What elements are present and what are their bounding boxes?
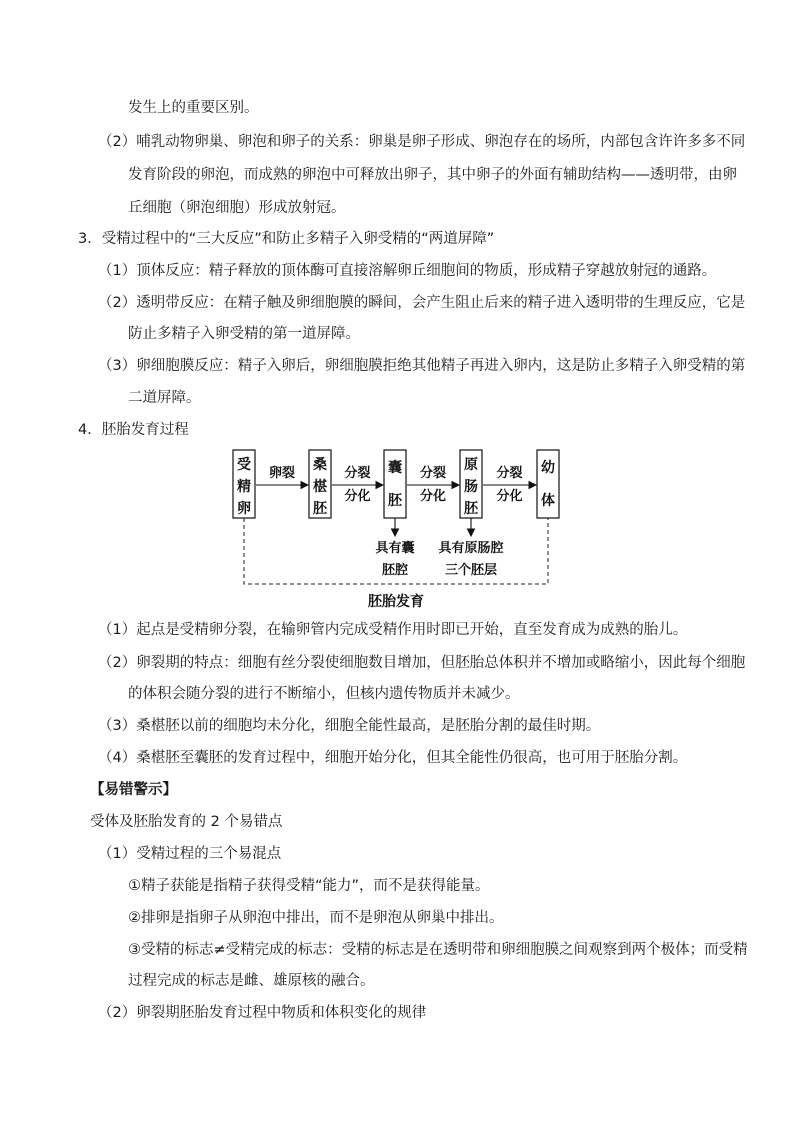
stage-label-char: 椹	[313, 479, 327, 495]
stage-box	[233, 450, 255, 518]
text-line: 过程完成的标志是雌、雄原核的融合。	[128, 973, 375, 989]
arrow-label: 分化	[496, 489, 523, 504]
text-line: 受体及胚胎发育的 2 个易错点	[90, 814, 283, 830]
stage-label-char: 受	[237, 457, 251, 473]
section-heading: 4．胚胎发育过程	[78, 422, 189, 438]
stage-note: 胚腔	[381, 563, 409, 578]
text-line: （3）卵细胞膜反应：精子入卵后，卵细胞膜拒绝其他精子再进入卵内，这是防止多精子入卵受精的第	[98, 358, 746, 374]
stage-label-char: 胚	[464, 501, 478, 517]
text-line: （1）起点是受精卵分裂，在输卵管内完成受精作用时即已开始，直至发育成为成熟的胎儿。	[98, 622, 688, 638]
text-line: 发生上的重要区别。	[128, 100, 259, 116]
text-line: （2）透明带反应：在精子触及卵细胞膜的瞬间，会产生阻止后来的精子进入透明带的生理反应，它是	[98, 295, 746, 311]
text-line: ①精子获能是指精子获得受精“能力”，而不是获得能量。	[128, 878, 490, 894]
text-line: 丘细胞（卵泡细胞）形成放射冠。	[128, 200, 346, 216]
text-line: 发育阶段的卵泡，而成熟的卵泡中可释放出卵子，其中卵子的外面有辅助结构——透明带，由卵	[128, 167, 737, 183]
stage-box	[384, 450, 406, 518]
arrow-label: 分化	[419, 489, 447, 504]
text-line: 二道屏障。	[128, 390, 201, 406]
stage-box	[309, 450, 331, 518]
stage-note: 具有囊	[375, 541, 415, 556]
section-heading: 3．受精过程中的“三大反应”和防止多精子入卵受精的“两道屏障”	[78, 231, 495, 247]
warning-heading: 【易错警示】	[90, 782, 177, 798]
arrow-label: 卵裂	[268, 466, 296, 481]
stage-label-char: 卵	[237, 501, 251, 517]
text-line: 的体积会随分裂的进行不断缩小，但核内遗传物质并未减少。	[128, 686, 520, 702]
stage-label-char: 囊	[388, 460, 402, 476]
stage-note: 三个胚层	[444, 563, 498, 578]
stage-label-char: 桑	[313, 457, 327, 473]
text-line: ③受精的标志≠受精完成的标志：受精的标志是在透明带和卵细胞膜之间观察到两个极体；而受精	[128, 942, 748, 958]
text-line: （1）顶体反应：精子释放的顶体酶可直接溶解卵丘细胞间的物质，形成精子穿越放射冠的通路。	[98, 263, 717, 279]
stage-label-char: 胚	[388, 493, 402, 509]
text-line: （2）卵裂期的特点：细胞有丝分裂使细胞数目增加，但胚胎总体积并不增加或略缩小，因此每个细胞	[98, 655, 746, 671]
stage-box	[537, 450, 559, 518]
text-line: （2）卵裂期胚胎发育过程中物质和体积变化的规律	[98, 1005, 427, 1021]
text-line: （3）桑椹胚以前的细胞均未分化，细胞全能性最高，是胚胎分割的最佳时期。	[98, 718, 601, 734]
arrow-label: 分裂	[496, 466, 523, 481]
stage-label-char: 体	[541, 493, 555, 509]
stage-label-char: 幼	[541, 460, 555, 476]
text-line: ②排卵是指卵子从卵泡中排出，而不是卵泡从卵巢中排出。	[128, 910, 504, 926]
text-line: （4）桑椹胚至囊胚的发育过程中，细胞开始分化，但其全能性仍很高，也可用于胚胎分割。	[98, 750, 688, 766]
stage-label-char: 胚	[313, 501, 327, 517]
stage-label-char: 精	[237, 479, 251, 495]
stage-label-char: 肠	[464, 479, 478, 495]
stage-label-char: 原	[464, 457, 478, 473]
text-line: （2）哺乳动物卵巢、卵泡和卵子的关系：卵巢是卵子形成、卵泡存在的场所，内部包含许许多多不同	[98, 134, 746, 150]
dashed-bracket	[244, 518, 548, 584]
arrow-label: 分裂	[419, 466, 447, 481]
stage-box	[460, 450, 482, 518]
diagram-caption: 胚胎发育	[368, 594, 424, 610]
text-line: 防止多精子入卵受精的第一道屏障。	[128, 326, 360, 342]
arrow-label: 分化	[344, 489, 371, 504]
text-line: （1）受精过程的三个易混点	[98, 846, 282, 862]
stage-note: 具有原肠腔	[438, 541, 504, 556]
arrow-label: 分裂	[344, 466, 371, 481]
